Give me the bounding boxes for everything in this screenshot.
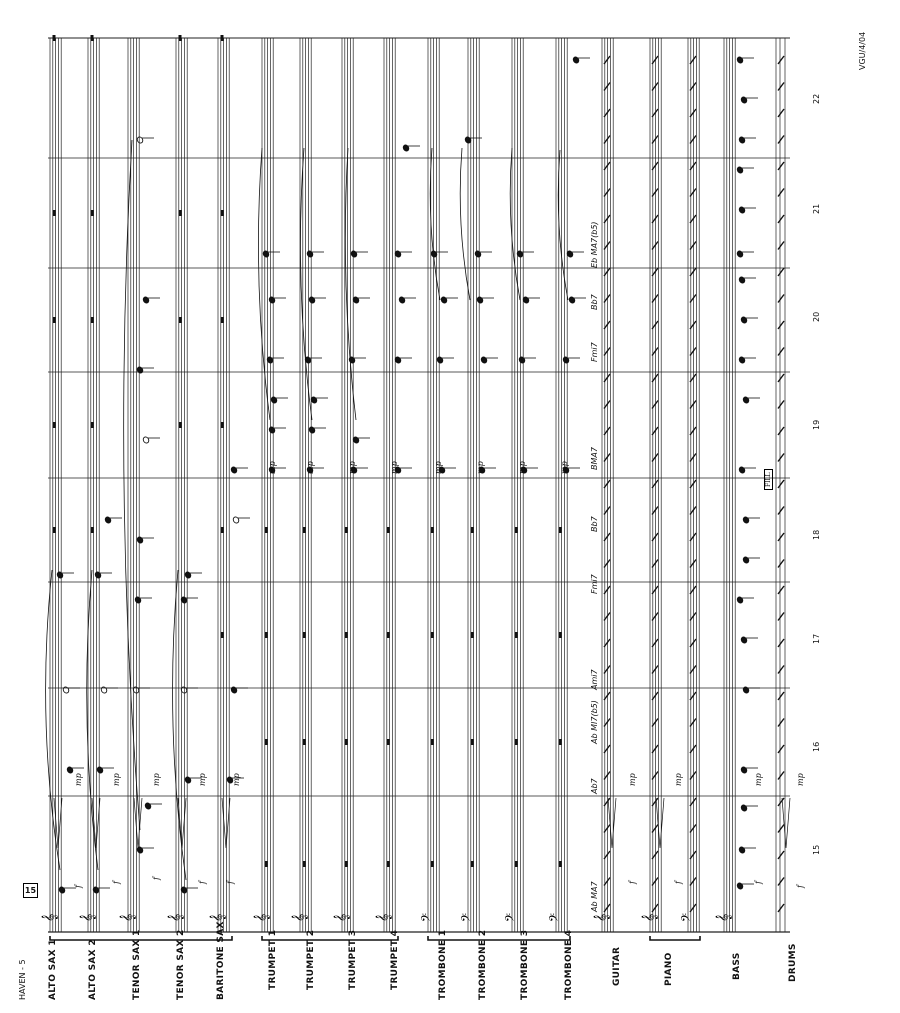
slash-mark — [778, 401, 784, 409]
chord-symbol: Ab MI7(b5) — [590, 700, 599, 744]
note-head — [100, 686, 108, 694]
note-head — [742, 396, 750, 404]
slur — [258, 148, 270, 420]
slash-mark — [778, 136, 784, 144]
instrument-label: DRUMS — [788, 943, 798, 982]
note-head — [268, 426, 276, 434]
slash-mark — [778, 745, 784, 753]
treble-clef-icon: 𝄞 — [292, 913, 308, 922]
dynamic-mezzo-piano: mp — [518, 461, 527, 474]
note-head — [136, 366, 144, 374]
slash-mark — [778, 825, 784, 833]
note-head — [232, 516, 240, 524]
whole-rest — [221, 210, 224, 216]
instrument-label: TROMBONE 2 — [478, 929, 488, 1000]
note-head — [736, 250, 744, 258]
slash-mark — [778, 613, 784, 621]
whole-rest — [345, 739, 348, 745]
slash-mark — [778, 162, 784, 170]
instrument-label: TROMBONE 1 — [438, 929, 448, 1000]
slash-mark — [778, 719, 784, 727]
measure-number: 17 — [812, 633, 821, 644]
note-head — [62, 686, 70, 694]
dynamic-mezzo-piano: mp — [796, 773, 805, 786]
whole-rest — [221, 422, 224, 428]
instrument-label: PIANO — [664, 952, 674, 986]
note-head — [742, 556, 750, 564]
note-head — [742, 516, 750, 524]
slash-mark — [778, 904, 784, 912]
whole-rest — [179, 210, 182, 216]
hairpin — [222, 798, 230, 848]
slash-mark — [778, 692, 784, 700]
note-head — [436, 356, 444, 364]
instrument-label: TRUMPET 3 — [348, 929, 358, 990]
dynamic-mezzo-piano: mp — [112, 773, 121, 786]
dynamic-mezzo-piano: mp — [390, 461, 399, 474]
bass-clef-icon: 𝄢 — [504, 912, 520, 922]
note-head — [104, 516, 112, 524]
slash-mark — [778, 666, 784, 674]
instrument-label: BARITONE SAX — [216, 921, 226, 1000]
treble-clef-icon: 𝄞 — [120, 913, 136, 922]
chord-symbol: Fmi7 — [590, 342, 599, 362]
system-bracket — [262, 936, 398, 940]
note-head — [56, 571, 64, 579]
whole-rest — [303, 739, 306, 745]
note-head — [738, 136, 746, 144]
whole-rest — [265, 861, 268, 867]
note-head — [736, 596, 744, 604]
treble-clef-icon: 𝄞 — [334, 913, 350, 922]
whole-rest — [303, 861, 306, 867]
note-head — [230, 686, 238, 694]
treble-clef-icon: 𝄞 — [254, 913, 270, 922]
slur — [430, 148, 440, 300]
whole-rest — [179, 422, 182, 428]
instrument-label: TRUMPET 2 — [306, 929, 316, 990]
whole-rest — [471, 632, 474, 638]
note-head — [740, 766, 748, 774]
whole-rest — [303, 527, 306, 533]
dynamic-mezzo-piano: mp — [674, 773, 683, 786]
whole-rest — [471, 861, 474, 867]
chord-symbol: Eb MA7(b5) — [590, 221, 599, 268]
note-head — [740, 316, 748, 324]
whole-rest — [221, 527, 224, 533]
note-head — [66, 766, 74, 774]
chord-symbol: Fmi7 — [590, 574, 599, 594]
note-head — [402, 144, 410, 152]
dynamic-forte: f — [226, 881, 235, 884]
hairpin — [54, 798, 62, 848]
footer-page-label: HAVEN - 5 — [18, 959, 27, 1000]
dynamic-forte: f — [674, 881, 683, 884]
slash-mark — [778, 480, 784, 488]
instrument-label: GUITAR — [612, 946, 622, 986]
drum-fill-label: FILL — [764, 469, 773, 490]
dynamic-forte: f — [796, 885, 805, 888]
note-head — [262, 250, 270, 258]
slash-mark — [778, 533, 784, 541]
note-head — [184, 776, 192, 784]
note-head — [568, 296, 576, 304]
note-head — [738, 206, 746, 214]
treble-clef-icon: 𝄞 — [716, 913, 732, 922]
slash-mark — [778, 798, 784, 806]
whole-rest — [559, 739, 562, 745]
whole-rest — [53, 35, 56, 41]
measure-number: 16 — [812, 741, 821, 752]
chord-symbol: Ab7 — [590, 778, 599, 794]
chord-symbol: BMA7 — [590, 447, 599, 470]
slash-mark — [778, 242, 784, 250]
slash-mark — [778, 83, 784, 91]
whole-rest — [387, 861, 390, 867]
treble-clef-icon: 𝄞 — [376, 913, 392, 922]
instrument-label: TRUMPET 1 — [268, 929, 278, 990]
note-head — [58, 886, 66, 894]
whole-rest — [179, 35, 182, 41]
note-head — [134, 596, 142, 604]
note-head — [736, 56, 744, 64]
instrument-label: TROMBONE 3 — [520, 929, 530, 1000]
whole-rest — [91, 422, 94, 428]
measure-number: 20 — [812, 311, 821, 322]
slash-mark — [778, 56, 784, 64]
slash-mark — [778, 268, 784, 276]
whole-rest — [515, 632, 518, 638]
note-head — [136, 136, 144, 144]
chord-symbol: Bb7 — [590, 516, 599, 532]
note-head — [184, 571, 192, 579]
note-head — [476, 296, 484, 304]
slash-mark — [778, 348, 784, 356]
instrument-label: ALTO SAX 2 — [88, 939, 98, 1000]
whole-rest — [431, 632, 434, 638]
measure-number: 18 — [812, 529, 821, 540]
whole-rest — [91, 210, 94, 216]
note-head — [136, 846, 144, 854]
whole-rest — [515, 861, 518, 867]
slur — [300, 148, 312, 420]
dynamic-forte: f — [198, 881, 207, 884]
slash-mark — [778, 507, 784, 515]
slur — [558, 150, 568, 300]
note-head — [742, 686, 750, 694]
treble-clef-icon: 𝄞 — [210, 913, 226, 922]
bass-clef-icon: 𝄢 — [460, 912, 476, 922]
dynamic-mezzo-piano: mp — [754, 773, 763, 786]
dynamic-mezzo-piano: mp — [348, 461, 357, 474]
note-head — [94, 571, 102, 579]
hairpin — [656, 798, 664, 848]
note-head — [136, 536, 144, 544]
dynamic-mezzo-piano: mp — [268, 461, 277, 474]
instrument-label: TRUMPET 4 — [390, 929, 400, 990]
system-bracket — [650, 936, 700, 940]
instrument-label: TENOR SAX 1 — [132, 929, 142, 1000]
whole-rest — [91, 35, 94, 41]
note-head — [562, 356, 570, 364]
dynamic-forte: f — [754, 881, 763, 884]
whole-rest — [387, 739, 390, 745]
chord-symbol: Bb7 — [590, 294, 599, 310]
note-head — [738, 356, 746, 364]
slash-mark — [778, 189, 784, 197]
note-head — [142, 436, 150, 444]
note-head — [350, 250, 358, 258]
whole-rest — [345, 527, 348, 533]
note-head — [480, 356, 488, 364]
hairpin — [608, 798, 616, 848]
whole-rest — [431, 861, 434, 867]
whole-rest — [221, 35, 224, 41]
dynamic-mezzo-piano: mp — [628, 773, 637, 786]
whole-rest — [221, 317, 224, 323]
whole-rest — [515, 739, 518, 745]
slash-mark — [778, 851, 784, 859]
whole-rest — [53, 317, 56, 323]
note-head — [308, 426, 316, 434]
note-head — [738, 466, 746, 474]
treble-clef-icon: 𝄞 — [42, 913, 58, 922]
treble-clef-icon: 𝄞 — [642, 913, 658, 922]
dynamic-forte: f — [74, 885, 83, 888]
dynamic-mezzo-piano: mp — [306, 461, 315, 474]
slur — [173, 570, 186, 880]
note-head — [740, 636, 748, 644]
note-head — [572, 56, 580, 64]
instrument-label: TENOR SAX 2 — [176, 929, 186, 1000]
whole-rest — [345, 632, 348, 638]
slash-mark — [778, 427, 784, 435]
whole-rest — [303, 632, 306, 638]
whole-rest — [515, 527, 518, 533]
slash-mark — [778, 321, 784, 329]
measure-number: 22 — [812, 93, 821, 104]
chord-symbol: Ab MA7 — [590, 881, 599, 912]
note-head — [306, 250, 314, 258]
treble-clef-icon: 𝄞 — [80, 913, 96, 922]
note-head — [740, 804, 748, 812]
note-head — [518, 356, 526, 364]
dynamic-forte: f — [628, 881, 637, 884]
bass-clef-icon: 𝄢 — [420, 912, 436, 922]
note-head — [738, 276, 746, 284]
instrument-label: ALTO SAX 1 — [48, 939, 58, 1000]
whole-rest — [53, 422, 56, 428]
dynamic-forte: f — [112, 881, 121, 884]
whole-rest — [431, 527, 434, 533]
dynamic-mezzo-piano: mp — [152, 773, 161, 786]
note-head — [142, 296, 150, 304]
note-head — [440, 296, 448, 304]
note-head — [144, 802, 152, 810]
slash-mark — [778, 639, 784, 647]
dynamic-mezzo-piano: mp — [198, 773, 207, 786]
slur — [460, 148, 470, 300]
whole-rest — [265, 632, 268, 638]
whole-rest — [179, 317, 182, 323]
note-head — [308, 296, 316, 304]
whole-rest — [431, 739, 434, 745]
whole-rest — [559, 861, 562, 867]
slash-mark — [778, 560, 784, 568]
date-label: VGU/4/04 — [858, 31, 867, 70]
whole-rest — [53, 210, 56, 216]
whole-rest — [345, 861, 348, 867]
whole-rest — [265, 527, 268, 533]
whole-rest — [559, 632, 562, 638]
slash-mark — [778, 215, 784, 223]
note-head — [348, 356, 356, 364]
note-head — [474, 250, 482, 258]
slash-mark — [778, 109, 784, 117]
note-head — [398, 296, 406, 304]
measure-number: 19 — [812, 419, 821, 430]
whole-rest — [387, 527, 390, 533]
dynamic-mezzo-piano: mp — [434, 461, 443, 474]
rehearsal-mark: 15 — [23, 883, 38, 898]
whole-rest — [91, 527, 94, 533]
whole-rest — [91, 317, 94, 323]
measure-number: 15 — [812, 844, 821, 855]
whole-rest — [559, 527, 562, 533]
whole-rest — [471, 739, 474, 745]
slash-mark — [778, 772, 784, 780]
note-head — [230, 466, 238, 474]
measure-number: 21 — [812, 203, 821, 214]
whole-rest — [471, 527, 474, 533]
instrument-label: TROMBONE 4 — [564, 929, 574, 1000]
dynamic-mezzo-piano: mp — [476, 461, 485, 474]
dynamic-forte: f — [152, 877, 161, 880]
note-head — [736, 882, 744, 890]
dynamic-mezzo-piano: mp — [74, 773, 83, 786]
note-head — [268, 296, 276, 304]
bass-clef-icon: 𝄢 — [548, 912, 564, 922]
treble-clef-icon: 𝄞 — [168, 913, 184, 922]
system-bracket — [428, 936, 570, 940]
bass-clef-icon: 𝄢 — [680, 912, 696, 922]
whole-rest — [53, 527, 56, 533]
treble-clef-icon: 𝄞 — [594, 913, 610, 922]
whole-rest — [387, 632, 390, 638]
note-head — [738, 846, 746, 854]
whole-rest — [221, 632, 224, 638]
slash-mark — [778, 295, 784, 303]
slash-mark — [778, 586, 784, 594]
instrument-label: BASS — [732, 952, 742, 980]
note-head — [740, 96, 748, 104]
slash-mark — [778, 374, 784, 382]
hairpin — [782, 798, 790, 848]
dynamic-mezzo-piano: mp — [232, 773, 241, 786]
dynamic-mezzo-piano: mp — [560, 461, 569, 474]
slash-mark — [778, 454, 784, 462]
note-head — [270, 396, 278, 404]
note-head — [96, 766, 104, 774]
slur — [124, 140, 140, 830]
slash-mark — [778, 878, 784, 886]
note-head — [736, 166, 744, 174]
chord-symbol: Ami7 — [590, 669, 599, 690]
whole-rest — [265, 739, 268, 745]
